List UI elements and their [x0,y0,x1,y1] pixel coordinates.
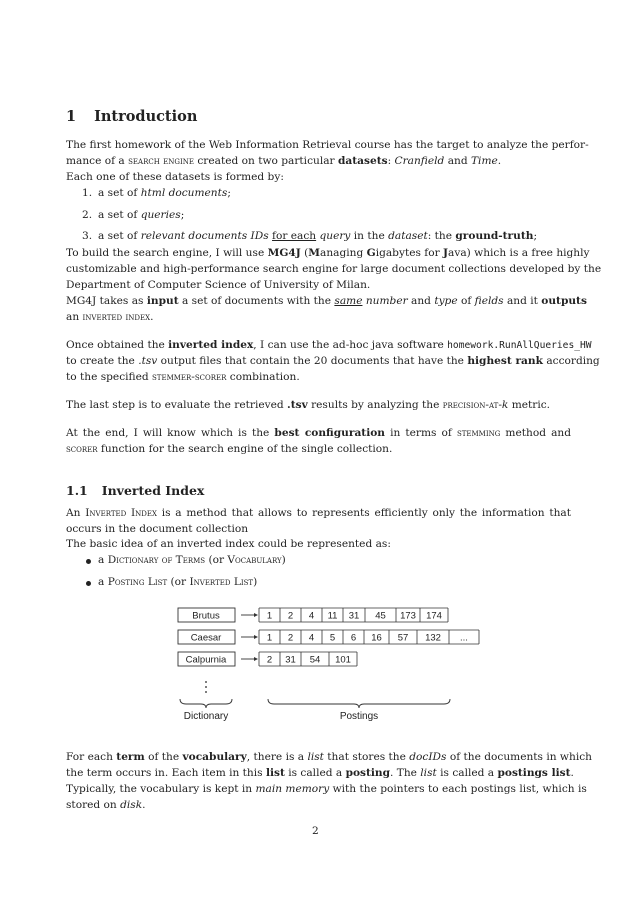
text: . [142,799,146,811]
text: list [420,767,437,779]
text: stemming [456,427,501,439]
text: a set of documents with the [178,295,335,307]
text: dataset [388,230,428,242]
text: anaging [320,247,367,259]
subsection-number: 1.1 [66,483,88,498]
dataset-time: Time [470,155,498,167]
text: Inverted List [189,576,254,588]
text: Vocabulary [227,554,282,566]
text: ava) which is a free highly [448,247,590,259]
pointer-arrowhead [254,613,258,617]
text: G [366,247,376,259]
text: ; [180,209,185,221]
pointer-arrowhead [254,635,258,639]
text: mance of a [66,155,129,167]
text: disk [120,799,143,811]
text: The last step is to evaluate the retrieved [66,399,288,411]
text: igabytes for [375,247,444,259]
continuation-dot [205,691,207,693]
text: to the specified [66,371,153,383]
text: J [443,247,449,259]
posting-docid: 173 [400,610,416,622]
dictionary-term: Calpurnia [185,654,227,666]
text: Inverted Index [85,507,157,519]
text: for each [272,230,317,242]
text: The first homework of the Web Information Retrieval course has the target to analyze the perfor- [66,139,589,151]
text: ; [227,187,231,199]
posting-docid: 1 [266,610,273,622]
text: , there is a [246,751,308,763]
text: is called a [284,767,346,779]
dictionary-label: Dictionary [183,711,229,722]
text: relevant documents IDs [140,230,269,242]
posting-docid: 54 [309,654,321,666]
text: . [497,155,502,167]
text: Dictionary of Terms [107,554,206,566]
page-number: 2 [312,825,319,837]
list-item-number: 1. [82,187,93,199]
text: ground-truth [455,230,534,242]
text: Posting List [107,576,168,588]
p6-line-2 [66,766,574,780]
posting-docid: 11 [327,610,338,622]
intro-line-3: Each one of these datasets is formed by: [66,171,284,183]
text: .tsv [138,355,158,367]
text: queries [140,209,181,221]
text: of the [144,751,183,763]
text: same [334,295,363,307]
text: is called a [436,767,498,779]
text: method and [500,427,571,439]
text: scorer [66,443,98,455]
section-title: Introduction [94,108,198,125]
text: ( [300,247,309,259]
text: that stores the [323,751,410,763]
text: according [542,355,600,367]
text: function for the search engine of the single collection. [97,443,393,455]
posting-docid: 101 [335,654,351,666]
text: An [66,507,86,519]
text: and [444,155,471,167]
text: stemmer-scorer [152,371,227,383]
posting-docid: 2 [287,610,294,622]
posting-docid: 2 [287,632,294,644]
text: combination. [226,371,300,383]
text: html documents [140,187,228,199]
text: highest rank [467,355,543,367]
text: best configuration [274,427,385,439]
text: postings list [497,767,571,779]
text: , I can use the ad-hoc java software [253,339,448,351]
posting-docid: 31 [348,610,360,622]
text: of the documents in which [446,751,592,763]
text: in the [350,230,389,242]
text: in terms of [385,427,457,439]
text: At the end, I will know which is the [66,427,275,439]
text: number [365,295,408,307]
text: results by analyzing the [307,399,443,411]
p2-line-2: customizable and high-performance search engine for large document collections developed by the [66,263,602,275]
text: and it [503,295,542,307]
text: . The [390,767,421,779]
posting-docid: 45 [375,610,386,622]
dictionary-brace [180,699,232,708]
text: posting [345,767,391,779]
text: vocabulary [182,751,247,763]
text: ) [281,554,286,566]
text: a set of [98,187,141,199]
posting-docid: 57 [397,632,409,644]
text: : the [427,230,456,242]
text: a [98,554,108,566]
p6-line-4 [66,798,146,812]
text: fields [474,295,504,307]
text: MG4J [267,247,301,259]
sub-line-3: The basic idea of an inverted index could be represented as: [66,538,391,550]
text: with the pointers to each postings list, which is [329,783,587,795]
posting-docid: 5 [329,632,336,644]
text: To build the search engine, I will use [66,247,268,259]
text: For each [66,751,117,763]
text: Typically, the vocabulary is kept in [66,783,256,795]
text: inverted index [168,339,254,351]
text: a set of [98,230,141,242]
text: and [407,295,435,307]
p6-line-3 [66,782,587,796]
text: input [146,295,179,307]
term-datasets: datasets [337,155,388,167]
text: . [150,311,154,323]
continuation-dot [205,686,207,688]
posting-docid: ... [460,632,468,644]
text: stored on [66,799,121,811]
posting-docid: 4 [308,632,315,644]
p2-line-3: Department of Computer Science of University of Milan. [66,279,371,291]
dictionary-term: Caesar [190,632,222,644]
posting-docid: 6 [350,632,357,644]
code-class-name: homework.RunAllQueries_HW [447,340,592,351]
text: k [501,399,509,411]
text: . [570,767,574,779]
text: precision-at- [442,399,502,411]
posting-docid: 4 [308,610,315,622]
posting-docid: 1 [266,632,273,644]
posting-docid: 132 [425,632,441,644]
list-item-number: 2. [82,209,93,221]
posting-docid: 31 [285,654,296,666]
text: (or [167,576,190,588]
term-search-engine: search engine [128,155,194,167]
text: ) [253,576,258,588]
text: outputs [541,295,587,307]
text: MG4J takes as [66,295,147,307]
sub-line-2: occurs in the document collection [66,523,249,535]
text: is a method that allows to represents efficiently only the information that [156,507,571,519]
text: .tsv [287,399,308,411]
text: list [265,767,285,779]
text: M [308,247,321,259]
text: an [66,311,83,323]
posting-docid: 2 [266,654,273,666]
text: list [307,751,324,763]
section-number: 1 [66,108,77,125]
text: metric. [508,399,551,411]
text: output files that contain the 20 documents that have the [157,355,468,367]
dataset-cranfield: Cranfield [394,155,445,167]
posting-docid: 174 [426,610,442,622]
text: : [387,155,395,167]
text: (or [205,554,228,566]
text: a [98,576,108,588]
text: term [116,751,145,763]
postings-brace [268,699,450,708]
text: inverted index [82,311,151,323]
pointer-arrowhead [254,657,258,661]
text: Once obtained the [66,339,169,351]
text: query [319,230,351,242]
dictionary-term: Brutus [192,610,220,622]
text: created on two particular [194,155,338,167]
postings-label: Postings [339,711,379,722]
text: ; [533,230,538,242]
continuation-dot [205,681,207,683]
text: to create the [66,355,139,367]
posting-docid: 16 [371,632,382,644]
list-item-number: 3. [82,230,93,242]
text: the term occurs in. Each item in this [66,767,266,779]
text: docIDs [409,751,447,763]
subsection-title: Inverted Index [101,483,205,498]
text: a set of [98,209,141,221]
p6-line-1 [66,750,592,764]
text: of [457,295,475,307]
text: main memory [255,783,330,795]
text: type [434,295,458,307]
